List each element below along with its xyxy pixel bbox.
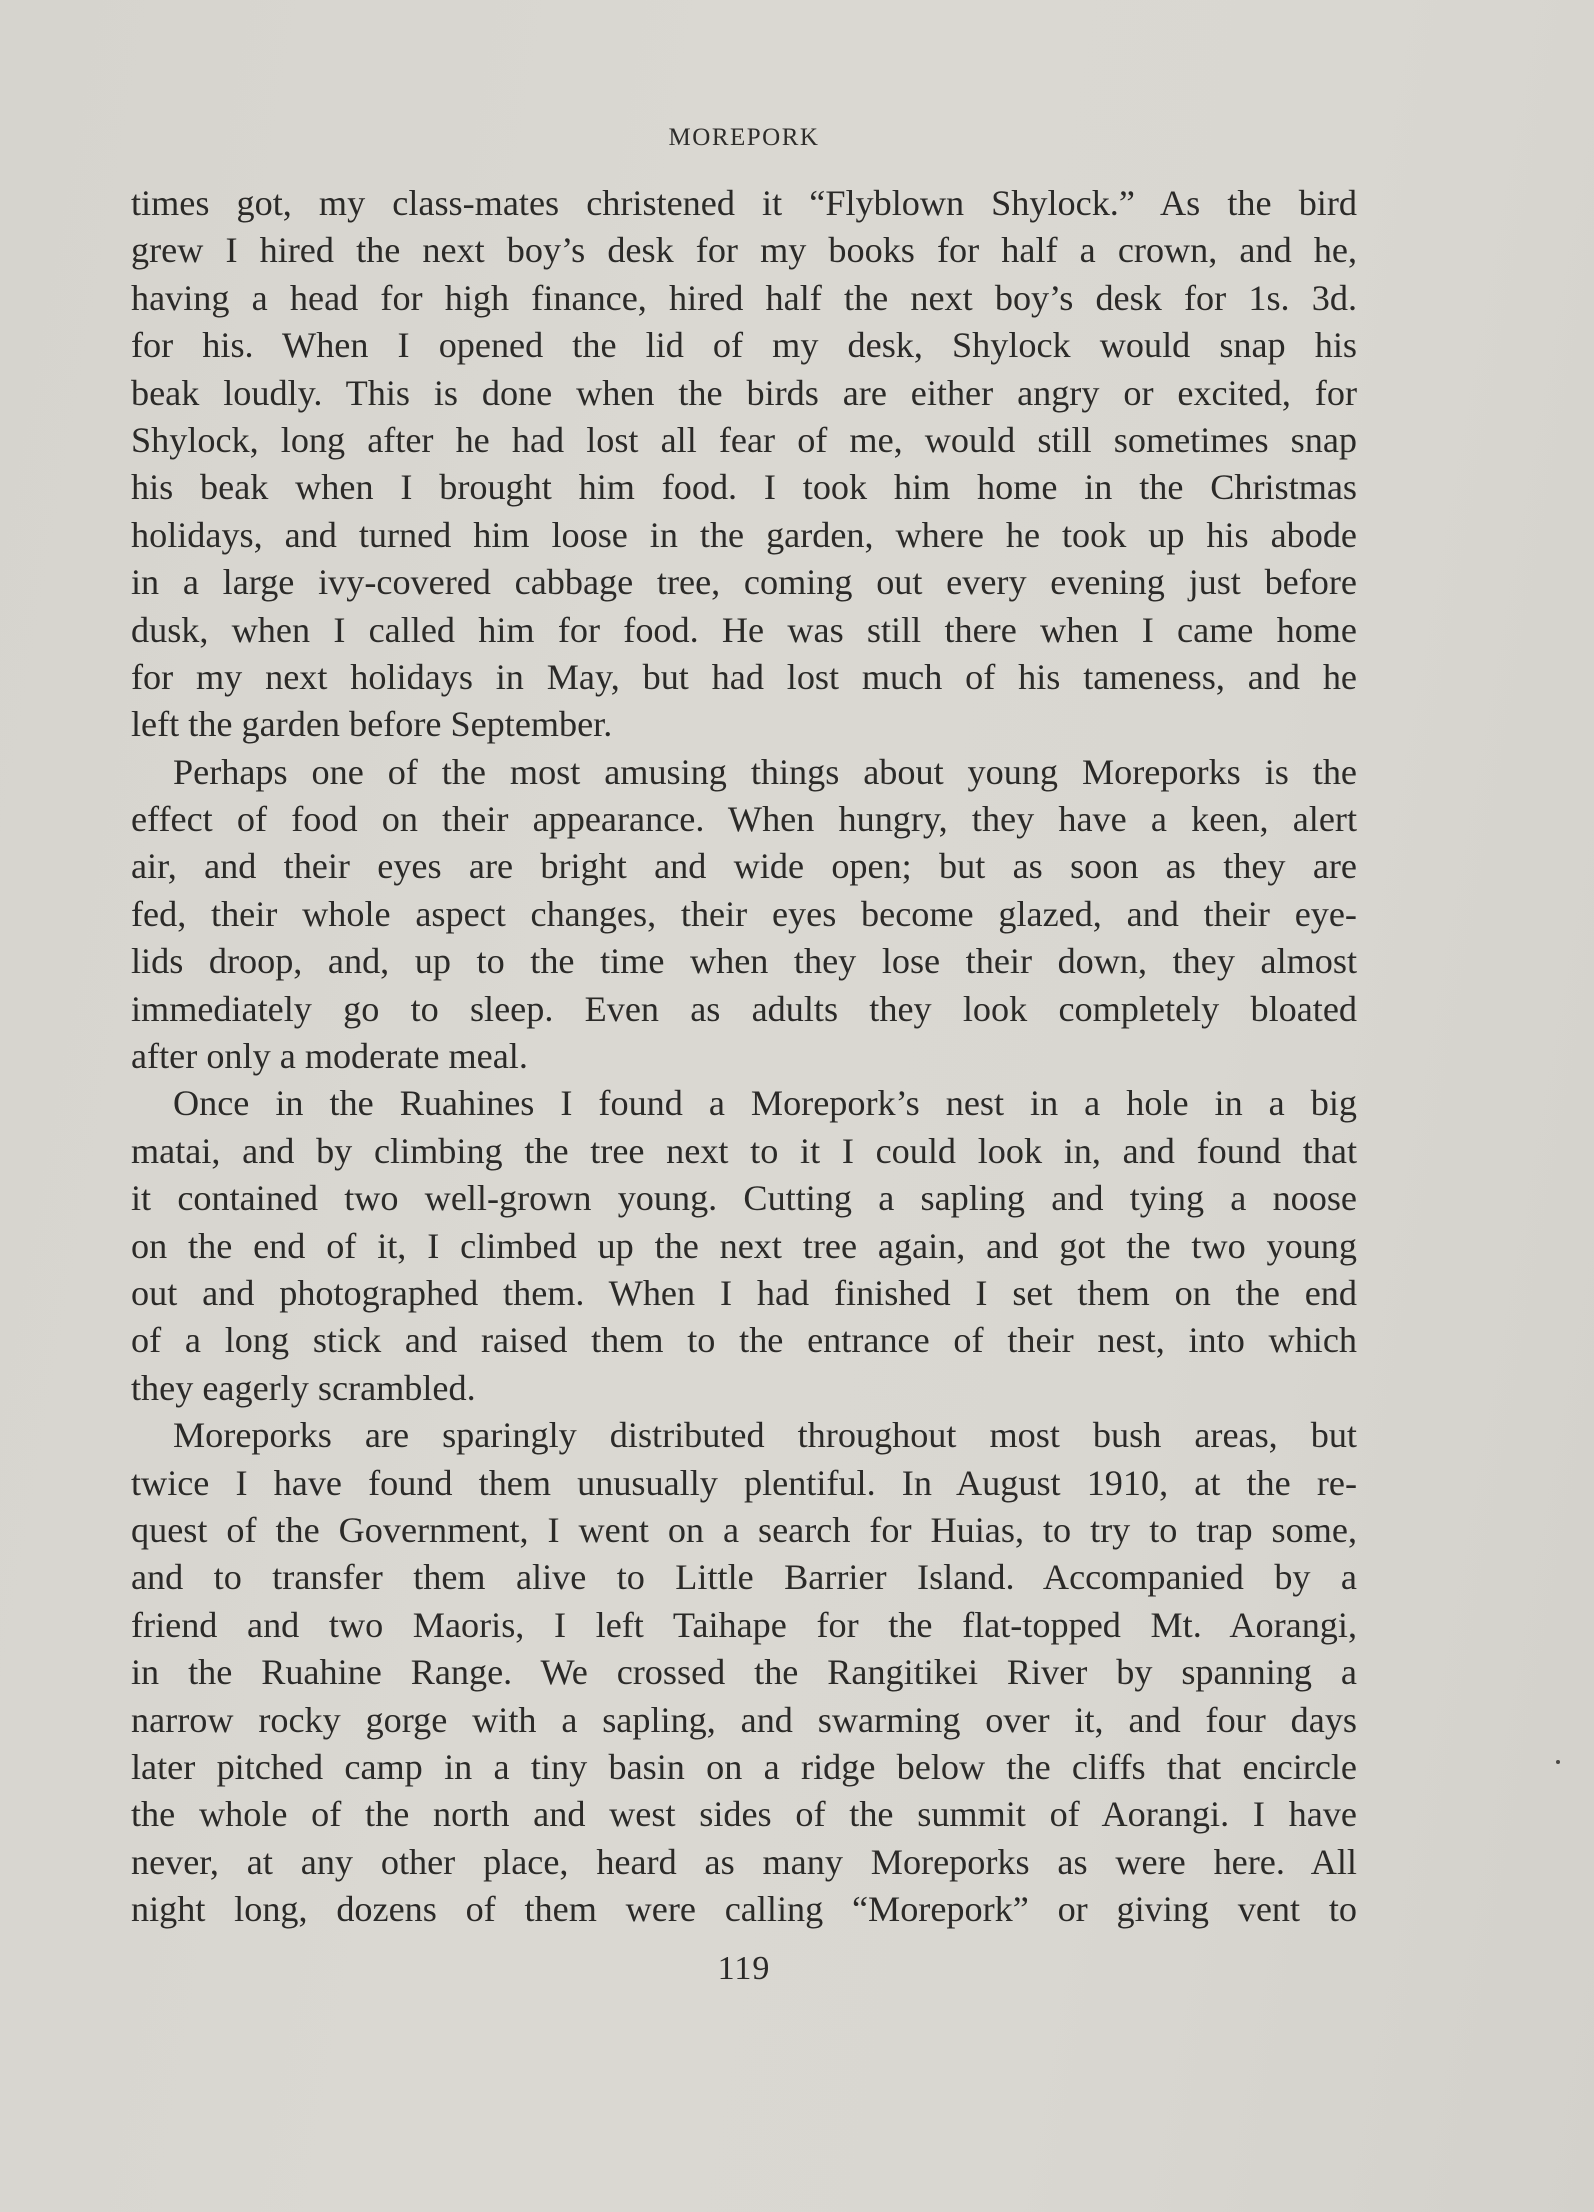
text-line: air, and their eyes are bright and wide open; but as soon as they are [131,846,1357,887]
text-line: Moreporks are sparingly distributed throughout most bush areas, but [173,1415,1357,1456]
text-line: on the end of it, I climbed up the next tree again, and got the two young [131,1225,1357,1266]
text-line: his beak when I brought him food. I took him home in the Christmas [131,467,1357,508]
text-line: left the garden before September. [131,704,613,745]
text-line: immediately go to sleep. Even as adults they look completely bloated [131,988,1357,1029]
paragraph [131,1412,1357,1933]
paragraph [131,1080,1357,1412]
body-text [131,180,1357,1933]
text-line: narrow rocky gorge with a sapling, and swarming over it, and four days [131,1699,1357,1740]
text-line: it contained two well-grown young. Cutting a sapling and tying a noose [131,1178,1357,1219]
text-line: twice I have found them unusually plentiful. In August 1910, at the re- [131,1462,1357,1503]
text-line: times got, my class-mates christened it “Flyblown Shylock.” As the bird [131,183,1357,223]
text-line: they eagerly scrambled. [131,1367,476,1408]
text-line: grew I hired the next boy’s desk for my books for half a crown, and he, [131,230,1357,271]
page-number: 119 [717,1950,771,1987]
text-line: in the Ruahine Range. We crossed the Rangitikei River by spanning a [131,1652,1357,1693]
text-line: beak loudly. This is done when the birds are either angry or excited, for [131,372,1357,413]
text-line: out and photographed them. When I had finished I set them on the end [131,1272,1357,1313]
text-line: and to transfer them alive to Little Barrier Island. Accompanied by a [131,1557,1357,1598]
text-line: night long, dozens of them were calling “Morepork” or giving vent to [131,1889,1357,1930]
text-line: for his. When I opened the lid of my desk, Shylock would snap his [131,325,1357,366]
text-line: having a head for high finance, hired half the next boy’s desk for 1s. 3d. [131,277,1357,318]
text-line: Once in the Ruahines I found a Morepork’s nest in a hole in a big [173,1083,1357,1124]
text-line: effect of food on their appearance. When hungry, they have a keen, alert [131,799,1357,840]
text-line: quest of the Government, I went on a search for Huias, to try to trap some, [131,1509,1357,1550]
text-line: fed, their whole aspect changes, their eyes become glazed, and their eye- [131,893,1357,934]
paragraph [131,180,1357,749]
text-line: Perhaps one of the most amusing things about young Moreporks is the [173,751,1357,792]
paragraph [131,749,1357,1081]
text-line: Shylock, long after he had lost all fear of me, would still sometimes snap [131,419,1357,460]
text-line: holidays, and turned him loose in the garden, where he took up his abode [131,514,1357,555]
text-line: in a large ivy-covered cabbage tree, coming out every evening just before [131,562,1357,603]
text-line: of a long stick and raised them to the entrance of their nest, into which [131,1320,1357,1361]
paper-speck [1556,1760,1560,1764]
running-head: MOREPORK [668,124,820,151]
text-line: the whole of the north and west sides of the summit of Aorangi. I have [131,1794,1357,1835]
text-line: friend and two Maoris, I left Taihape for the flat-topped Mt. Aorangi, [131,1604,1357,1645]
text-line: for my next holidays in May, but had lost much of his tameness, and he [131,656,1357,697]
text-line: matai, and by climbing the tree next to it I could look in, and found that [131,1130,1357,1171]
text-line: later pitched camp in a tiny basin on a ridge below the cliffs that encircle [131,1746,1357,1787]
text-line: dusk, when I called him for food. He was still there when I came home [131,609,1357,650]
text-line: never, at any other place, heard as many Moreporks as were here. All [131,1841,1357,1882]
text-line: after only a moderate meal. [131,1036,528,1077]
text-line: lids droop, and, up to the time when they lose their down, they almost [131,941,1357,982]
